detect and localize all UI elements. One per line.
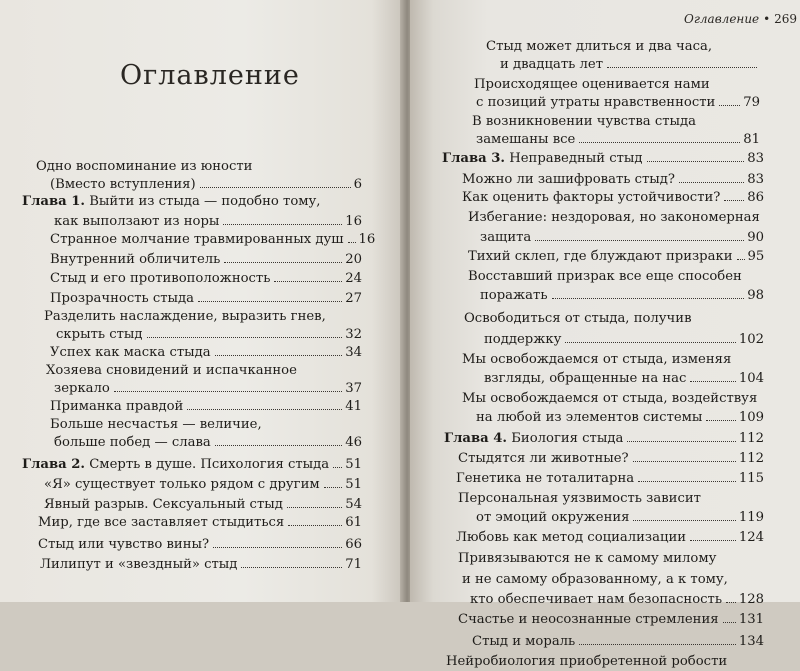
toc-entry (50, 251, 362, 269)
toc-entry (36, 158, 252, 176)
toc-page-number: 95 (747, 249, 765, 264)
dot-leader (200, 186, 351, 188)
chapter-label: Глава 1. (22, 194, 86, 209)
toc-entry (38, 536, 362, 554)
dot-leader (213, 546, 342, 548)
toc-entry (54, 434, 362, 452)
dot-leader (579, 643, 736, 645)
dot-leader (690, 539, 736, 541)
toc-entry-title: Приманка правдой (50, 399, 184, 414)
toc-page-number: 131 (738, 612, 764, 627)
toc-entry-title: и не самому образованному, а к тому, (462, 572, 728, 587)
dot-leader (679, 181, 744, 183)
toc-entry-title: (Вместо вступления) (50, 177, 196, 192)
toc-entry (484, 370, 764, 388)
toc-page-number: 109 (738, 410, 764, 425)
toc-entry-title: Одно воспоминание из юности (36, 159, 253, 174)
dot-leader (224, 261, 342, 263)
toc-entry-title: Стыд может длиться и два часа, (486, 39, 713, 54)
toc-entry (50, 398, 362, 416)
dot-leader (607, 66, 757, 68)
dot-leader (147, 336, 343, 338)
toc-entry (456, 529, 764, 547)
toc-page-number: 6 (353, 177, 362, 192)
toc-entry-title: «Я» существует только рядом с другим (44, 477, 320, 492)
dot-leader (579, 141, 740, 143)
dot-leader (552, 297, 745, 299)
running-head-label: Оглавление (684, 12, 760, 26)
toc-entry-title: Происходящее оценивается нами (474, 77, 710, 92)
toc-entry (462, 351, 731, 369)
toc-page-number: 41 (345, 399, 362, 414)
toc-entry-title: Можно ли зашифровать стыд? (462, 172, 675, 187)
toc-page-number: 90 (747, 230, 764, 245)
toc-page-number: 79 (743, 95, 760, 110)
toc-page-number: 124 (738, 530, 764, 545)
toc-entry-title: Лилипут и «звездный» стыд (40, 557, 238, 572)
dot-leader (215, 444, 342, 446)
toc-entry (472, 633, 764, 651)
toc-page-number: 51 (345, 457, 362, 472)
toc-entry-title: с позиций утраты нравственности (476, 95, 716, 110)
toc-entry-title: Больше несчастья — величие, (50, 417, 262, 432)
toc-entry-title: Тихий склеп, где блуждают призраки (468, 249, 733, 264)
toc-page-number: 98 (747, 288, 764, 303)
dot-leader (565, 341, 735, 343)
toc-entry (476, 131, 760, 149)
toc-entry (50, 176, 362, 194)
toc-entry-title: на любой из элементов системы (476, 410, 703, 425)
toc-entry-title: Смерть в душе. Психология стыда (89, 457, 330, 472)
toc-entry (54, 380, 362, 398)
toc-entry (462, 571, 728, 589)
toc-entry (500, 56, 760, 74)
toc-entry (458, 550, 716, 568)
toc-page-number: 46 (345, 435, 362, 450)
toc-entry-title: Успех как маска стыда (50, 345, 211, 360)
toc-entry-title: поддержку (484, 332, 562, 347)
toc-chapter-entry (22, 193, 320, 211)
dot-leader (198, 300, 342, 302)
toc-entry-title: поражать (480, 288, 548, 303)
dot-leader (348, 241, 356, 243)
dot-leader (638, 480, 736, 482)
toc-page-number: 54 (345, 497, 362, 512)
toc-entry-title: скрыть стыд (56, 327, 143, 342)
dot-leader (274, 280, 342, 282)
dot-leader (114, 390, 342, 392)
toc-entry-title: Разделить наслаждение, выразить гнев, (44, 309, 326, 324)
toc-entry (464, 310, 692, 328)
toc-entry-title: Избегание: нездоровая, но закономерная (468, 210, 760, 225)
toc-entry-title: Привязываются не к самому милому (458, 551, 717, 566)
dot-leader (719, 104, 740, 106)
toc-entry (44, 496, 362, 514)
dot-leader (647, 160, 745, 162)
dot-leader (633, 519, 735, 521)
toc-page-number: 83 (747, 172, 764, 187)
dot-leader (187, 408, 342, 410)
toc-entry-title: В возникновении чувства стыда (472, 114, 697, 129)
toc-entry-title: Странное молчание травмированных душ (50, 232, 344, 247)
toc-page-number: 20 (345, 252, 362, 267)
dot-leader (706, 419, 735, 421)
toc-page-number: 27 (345, 291, 362, 306)
dot-leader (633, 460, 736, 462)
page-title: Оглавление (120, 60, 300, 91)
toc-entry (474, 76, 710, 94)
dot-leader (723, 621, 736, 623)
toc-page-number: 128 (738, 592, 764, 607)
toc-entry (54, 213, 362, 231)
toc-entry (476, 94, 760, 112)
toc-entry-title: замешаны все (476, 132, 576, 147)
toc-entry (462, 189, 764, 207)
toc-entry-title: Выйти из стыда — подобно тому, (89, 194, 321, 209)
toc-entry (458, 450, 764, 468)
toc-entry-title: Любовь как метод социализации (456, 530, 687, 545)
toc-page-number: 16 (358, 232, 376, 247)
toc-page-number: 119 (738, 510, 764, 525)
toc-entry-title: Восставший призрак все еще способен (468, 269, 742, 284)
chapter-label: Глава 4. (444, 431, 508, 446)
toc-page-number: 83 (747, 151, 764, 166)
toc-entry-title: зеркало (54, 381, 110, 396)
dot-leader (535, 239, 744, 241)
toc-entry (484, 331, 764, 349)
toc-entry-title: Неправедный стыд (509, 151, 643, 166)
dot-leader (724, 199, 744, 201)
toc-entry-title: Прозрачность стыда (50, 291, 195, 306)
toc-page-number: 16 (345, 214, 362, 229)
toc-entry (446, 653, 727, 671)
toc-entry (50, 231, 376, 249)
chapter-label: Глава 2. (22, 457, 86, 472)
toc-entry (456, 470, 764, 488)
toc-entry-title: Стыд или чувство вины? (38, 537, 210, 552)
toc-entry-title: и двадцать лет (500, 57, 603, 72)
toc-page-number: 112 (738, 431, 764, 446)
chapter-label: Глава 3. (442, 151, 506, 166)
toc-page-number: 102 (738, 332, 764, 347)
toc-entry (476, 409, 764, 427)
toc-page-number: 104 (738, 371, 764, 386)
toc-entry (50, 344, 362, 362)
toc-entry (50, 416, 262, 434)
toc-chapter-entry (442, 150, 764, 168)
toc-entry (50, 290, 362, 308)
toc-entry-title: Стыд и мораль (472, 634, 576, 649)
toc-entry (458, 611, 764, 629)
toc-entry (462, 171, 764, 189)
dot-leader (690, 380, 735, 382)
toc-entry-title: Мы освобождаемся от стыда, воздействуя (462, 391, 758, 406)
dot-leader (241, 566, 342, 568)
toc-page-number: 37 (345, 381, 362, 396)
toc-entry-title: Мы освобождаемся от стыда, изменяя (462, 352, 732, 367)
toc-entry-title: Как оценить факторы устойчивости? (462, 190, 721, 205)
toc-entry-title: Персональная уязвимость зависит (458, 491, 701, 506)
toc-page-number: 32 (345, 327, 362, 342)
toc-page-number: 51 (345, 477, 362, 492)
dot-leader (288, 524, 342, 526)
toc-page-number: 71 (345, 557, 362, 572)
toc-entry-title: Внутренний обличитель (50, 252, 221, 267)
toc-entry (458, 490, 701, 508)
toc-entry (40, 556, 362, 574)
toc-entry-title: Хозяева сновидений и испачканное (46, 363, 297, 378)
toc-entry (480, 287, 764, 305)
dot-leader (324, 486, 343, 488)
dot-leader (726, 601, 736, 603)
toc-entry-title: Явный разрыв. Сексуальный стыд (44, 497, 283, 512)
toc-entry (46, 362, 297, 380)
toc-chapter-entry (444, 430, 764, 448)
toc-page-number: 81 (743, 132, 760, 147)
running-head (684, 12, 797, 26)
toc-entry (472, 113, 696, 131)
toc-entry-title: Нейробиология приобретенной робости (446, 654, 728, 669)
toc-entry (480, 229, 764, 247)
toc-entry (468, 248, 764, 266)
toc-entry-title: больше побед — слава (54, 435, 211, 450)
toc-page-number: 34 (345, 345, 362, 360)
toc-entry (468, 209, 760, 227)
toc-entry-title: кто обеспечивает нам безопасность (470, 592, 723, 607)
toc-entry-title: Освободиться от стыда, получив (464, 311, 692, 326)
toc-entry (56, 326, 362, 344)
toc-entry (50, 270, 362, 288)
toc-entry-title: Стыд и его противоположность (50, 271, 271, 286)
toc-page-number: 61 (345, 515, 362, 530)
dot-leader (333, 466, 342, 468)
toc-page-number: 112 (738, 451, 764, 466)
toc-entry-title: от эмоций окружения (476, 510, 630, 525)
toc-page-number: 24 (345, 271, 362, 286)
toc-entry-title: Биология стыда (511, 431, 624, 446)
toc-entry (470, 591, 764, 609)
toc-entry (486, 38, 712, 56)
toc-entry (44, 308, 326, 326)
toc-entry-title: Генетика не тоталитарна (456, 471, 635, 486)
dot-leader (287, 506, 342, 508)
dot-leader (223, 223, 342, 225)
toc-entry-title: взгляды, обращенные на нас (484, 371, 687, 386)
toc-page-number: 134 (738, 634, 764, 649)
toc-page-number: 115 (738, 471, 764, 486)
toc-chapter-entry (22, 456, 362, 474)
toc-entry-title: как выползают из норы (54, 214, 220, 229)
toc-entry-title: Мир, где все заставляет стыдиться (38, 515, 285, 530)
toc-entry-title: Стыдятся ли животные? (458, 451, 629, 466)
toc-entry (38, 514, 362, 532)
toc-page-number: 66 (345, 537, 362, 552)
toc-entry (462, 390, 757, 408)
running-head-page: • 269 (763, 12, 797, 26)
toc-page-number: 86 (747, 190, 764, 205)
toc-entry-title: защита (480, 230, 532, 245)
toc-entry (476, 509, 764, 527)
dot-leader (627, 440, 736, 442)
dot-leader (737, 258, 745, 260)
dot-leader (215, 354, 343, 356)
toc-entry (44, 476, 362, 494)
toc-entry (468, 268, 742, 286)
toc-entry-title: Счастье и неосознанные стремления (458, 612, 719, 627)
